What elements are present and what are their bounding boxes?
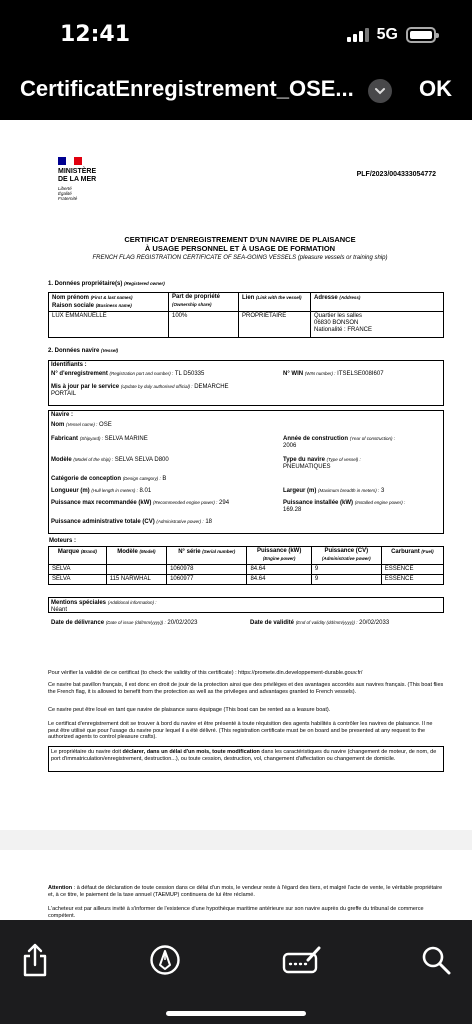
flag-note: Ce navire bat pavillon français, il est donc en droit de jouir de la protection ainsi que des privilèges et des avantages accordés aux navires français. (This boat flies the French flag, it is allowed to benefit from the protection as well as the privileges and advantages granted to French vessels). <box>48 682 444 695</box>
signal-icon <box>347 28 369 42</box>
registration-number: N° d'enregistrement (Registration port and number) : TL D50335 <box>51 371 205 377</box>
document-page-1 <box>0 120 472 830</box>
owner-name: LUX EMMANUELLE <box>49 312 169 338</box>
certificate-reference: PLF/2023/004333054772 <box>356 171 436 178</box>
breadth: Largeur (m) (Maximum breadth in meters) : 3 <box>283 488 385 494</box>
issue-date: Date de délivrance (Date of issue (dd/mm/yyyy)) : 20/02/2023 <box>51 620 198 626</box>
max-power: Puissance max recommandée (kW) (Recommended engine power) : 294 <box>51 500 230 506</box>
ok-button[interactable]: OK <box>419 76 452 101</box>
signature-icon[interactable] <box>282 940 322 980</box>
search-icon[interactable] <box>416 940 456 980</box>
certificate-subtitle: FRENCH FLAG REGISTRATION CERTIFICATE OF SEA-GOING VESSELS (pleasure vessels or training ship) <box>92 255 388 261</box>
updated-by: Mis à jour par le service (Update by duly authorised official) : DEMARCHE <box>51 384 229 390</box>
identifiers-title: Identifiants : <box>51 362 87 368</box>
table-row: SELVA 115 NARWHAL 1060977 84.64 9 ESSENCE <box>49 575 444 585</box>
engine-serial-header: N° série (Serial number) <box>167 547 247 565</box>
build-year: Année de construction (Year of construction) : 2006 <box>283 436 395 449</box>
validity-date: Date de validité (End of validity (dd/mm/yyyy)) : 20/02/2033 <box>250 620 390 626</box>
bottom-toolbar <box>0 920 472 1024</box>
french-flag-logo <box>58 157 82 165</box>
installed-power: Puissance installée (kW) (Installed engine power) : 169.28 <box>283 500 406 513</box>
vessel-model: Modèle (Model of the ship) : SELVA SELVA D800 <box>51 457 169 463</box>
certificate-title-line2: À USAGE PERSONNEL ET À USAGE DE FORMATION <box>144 244 336 253</box>
status-bar <box>0 0 472 62</box>
owner-link-header: Lien (Link with the vessel) <box>239 293 311 312</box>
board-note: Le certificat d'enregistrement doit se trouver à bord du navire et être présenté à toute réquisition des agents habilités à contrôler les navires de plaisance. Il ne peut être utilisé que pour l'usage du navire pour lequel il a été délivré. (This registration certificate must be on board and be presented at any request to the authorized agents to control pleasure crafts). <box>48 721 433 740</box>
owner-table <box>48 292 444 338</box>
win-number: N° WIN (WIN number) : ITSELSE008I607 <box>283 371 384 377</box>
owner-address-header: Adresse (Address) <box>311 293 444 312</box>
attention-note: Attention : à défaut de déclaration de toute cession dans ce délai d'un mois, le vendeur reste à l'égard des tiers, et malgré l'acte de vente, le véritable propriétaire et, à ce titre, le paiement de la taxe annuel (TAEMUP) continuera de lui être réclamé. <box>48 885 443 898</box>
verify-note: Pour vérifier la validité de ce certificat (to check the validity of this certificate) : https://promete.din.developpement-durable.gouv.fr/ <box>48 670 363 676</box>
chevron-down-icon[interactable] <box>368 79 392 103</box>
design-category: Catégorie de conception (Design category) : B <box>51 476 167 482</box>
vessel-title: Navire : <box>51 412 74 418</box>
engine-cv-header: Puissance (CV) (Administrative power) <box>311 547 381 565</box>
admin-power: Puissance administrative totale (CV) (Administrative power) : 18 <box>51 519 212 525</box>
share-icon[interactable] <box>15 940 55 980</box>
certificate-title-line1: CERTIFICAT D'ENREGISTREMENT D'UN NAVIRE DE PLAISANCE <box>124 235 356 244</box>
owner-name-header: Nom prénom (First & last names) Raison sociale (Business name) <box>49 293 169 312</box>
network-type: 5G <box>376 26 398 43</box>
owner-section-title: 1. Données propriétaire(s) (Registered owner) <box>48 281 165 287</box>
status-right <box>347 26 436 44</box>
document-page-2 <box>0 850 472 920</box>
engine-fuel-header: Carburant (Fuel) <box>381 547 443 565</box>
vessel-section-title: 2. Données navire (Vessel) <box>48 348 119 354</box>
engine-brand-header: Marque (Brand) <box>49 547 107 565</box>
shipyard: Fabricant (Shipyard) : SELVA MARINE <box>51 436 148 442</box>
declaration-note: Le propriétaire du navire doit déclarer, dans un délai d'un mois, toute modification dans les caractéristiques du navire (changement de moteur, de nom, de port d'immatriculation/enregistrement, destruction...), ou toute cession, destruction, vol, changement d'affectation ou changement de domicile. <box>51 749 437 762</box>
republic-motto: Liberté Égalité Fraternité <box>58 186 78 201</box>
owner-share-header: Part de propriété (Ownership share) <box>169 293 239 312</box>
engine-model-header: Modèle (Model) <box>106 547 166 565</box>
table-row: SELVA 1060978 84.64 9 ESSENCE <box>49 565 444 575</box>
engine-kw-header: Puissance (kW) (Engine power) <box>247 547 311 565</box>
owner-share: 100% <box>169 312 239 338</box>
document-title[interactable]: CertificatEnregistrement_OSE... <box>20 76 354 101</box>
rent-note: Ce navire peut être loué en tant que navire de plaisance sans équipage (This boat can be rented as a leasure boat). <box>48 707 331 713</box>
document-viewer[interactable] <box>0 120 472 920</box>
owner-link: PROPRIÉTAIRE <box>239 312 311 338</box>
vessel-name: Nom (Vessel name) : OSE <box>51 422 112 428</box>
engines-title: Moteurs : <box>49 538 76 544</box>
home-indicator <box>166 1011 306 1016</box>
title-bar <box>0 62 472 120</box>
ministry-logo: MINISTÈRE DE LA MER <box>58 168 97 183</box>
engines-table <box>48 546 444 585</box>
markup-icon[interactable] <box>145 940 185 980</box>
hull-length: Longueur (m) (Hull length in meters) : 8.01 <box>51 488 152 494</box>
special-mentions: Mentions spéciales (Additional information) : Néant <box>51 600 157 613</box>
updated-by-cont: PORTAIL <box>51 391 77 397</box>
buyer-note: L'acheteur est par ailleurs invité à s'informer de l'existence d'une hypothèque maritime antérieure sur son navire auprès du greffe du tribunal de commerce compétent. <box>48 906 424 919</box>
owner-address: Quartier les salles 06830 BONSON Nationalité : FRANCE <box>311 312 444 338</box>
vessel-type: Type du navire (Type of vessel) : PNEUMATIQUES <box>283 457 361 470</box>
battery-icon <box>406 27 436 43</box>
status-time: 12:41 <box>60 22 131 47</box>
